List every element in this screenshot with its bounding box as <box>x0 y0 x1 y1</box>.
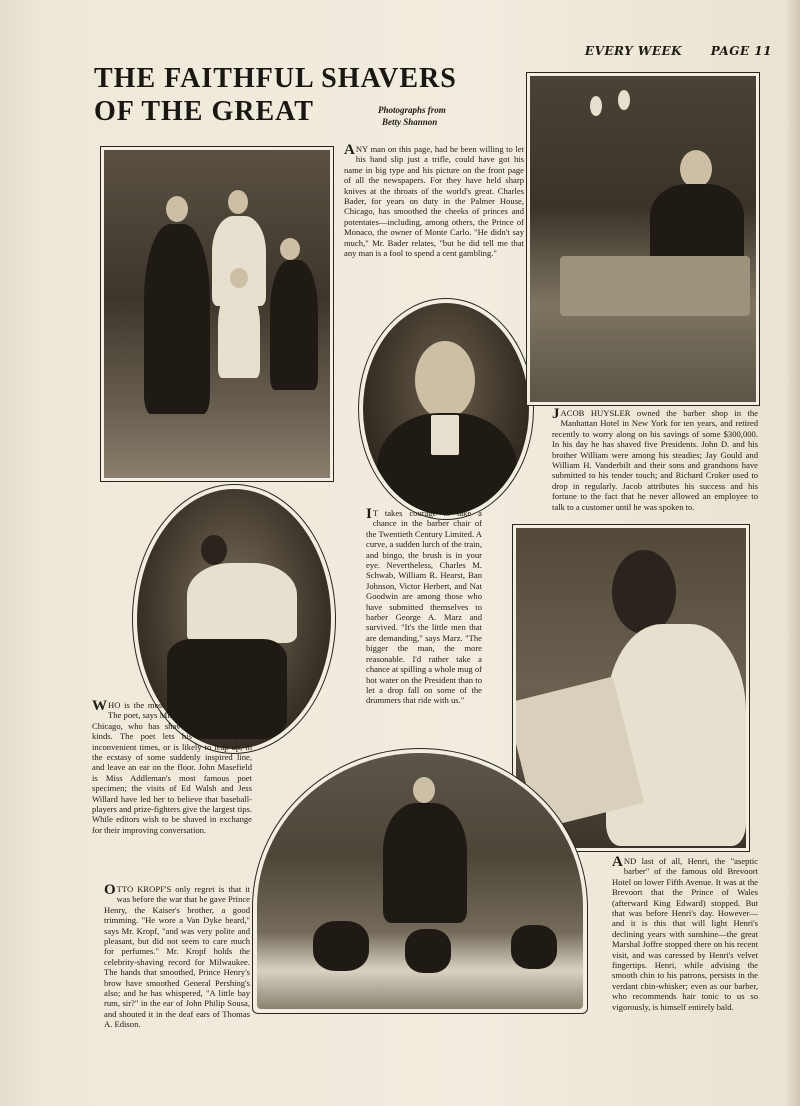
bader-family-photo <box>100 146 334 482</box>
henri-reading-photo <box>512 524 750 852</box>
drop-cap: O <box>104 882 116 898</box>
kropf-paragraph <box>104 884 250 1030</box>
drop-cap: I <box>366 506 372 522</box>
photo-image <box>516 528 746 848</box>
drop-cap: J <box>552 406 560 422</box>
bader-paragraph <box>344 144 524 258</box>
paragraph-text: T takes courage to take a chance in the barber chair of the Twentieth Century Limited. A curve, a sudden lurch of the train, and bingo, the brush is in your eye. Nevertheless, Charles M. Schwab, William R. Hearst, Ban Johnson, Victor Herbert, and Nat Goodwin are among those who have submitted themselves to barber George A. Marz and survived. "It's the little men that are demanding," says Marz. "The bigger the man, the more reasonable. I'd rather take a chance at spilling a whole mug of hot water on the President than to let a drop fall on some of the drummers that ride with us." <box>366 508 482 706</box>
huysler-paragraph <box>552 408 758 512</box>
photo-credit <box>378 104 446 128</box>
paragraph-text: ACOB HUYSLER owned the barber shop in the Manhattan Hotel in New York for ten years, and retired recently to worry along on his savings of some $300,000. In his day he has shaved five Presidents. John D. and his brother William were among his steadies; Jay Gould and William H. Vanderbilt and their sons and grandsons have submitted to his tender touch; and Richard Croker used to drop in regularly. Jacob attributes his success and his fortune to the fact that he never allowed an employee to talk to a customer until he was spoken to. <box>552 408 758 512</box>
addleman-paragraph <box>92 700 252 835</box>
photo-image <box>530 76 756 402</box>
drop-cap: W <box>92 698 107 714</box>
photo-image <box>257 753 583 1009</box>
publication-name: EVERY WEEK <box>584 44 683 58</box>
henri-paragraph <box>612 856 758 1012</box>
paragraph-text: TTO KROPF'S only regret is that it was before the war that he gave Prince Henry, the Kaiser's brother, a good trimming. "He wore a Van Dyke beard," says Mr. Kropf, "and was very polite and pleasant, but did not seem to care much for perfumes." Mr. Kropf holds the celebrity-shaving record for Milwaukee. The hands that smoothed, Prince Henry's brow have smoothed General Pershing's also; and he has whispered, "A little bay rum, sir?" in the ear of John Philip Sousa, and shouted it in the deaf ears of Thomas A. Edison. <box>104 884 250 1030</box>
paragraph-text: NY man on this page, had he been willing to let his hand slip just a trifle, could have got his name in big type and his picture on the front page of all the newspapers. For they have held sharp knives at the throats of the world's great. Charles Bader, for years on duty in the Palmer House, Chicago, has smoothed the cheeks of princes and potentates—including, among others, the Prince of Monaco, the owner of Monte Carlo. "He didn't say much," Mr. Bader relates, "but he did tell me that any man is a fool to spend a cent gambling." <box>344 144 524 259</box>
page-header <box>585 44 772 58</box>
title-line-1: THE FAITHFUL SHAVERS <box>94 63 457 94</box>
paragraph-text: HO is the most difficult man to shave? The poet, says Miss Frances Addleman of Chicago, who has shaved and hair-cut all kinds. The poet lets his head drop at inconvenient times, or is likely to leap up, in the ecstasy of some suddenly inspired line, and leave an ear on the floor. John Masefield is Miss Addleman's most famous poet specimen; the visits of Ed Walsh and Jess Willard have led her to believe that baseball-players and prize-fighters give the largest tips. While editors wish to be shaved in exchange for their improving conversation. <box>92 700 252 835</box>
marz-portrait-oval <box>358 298 534 520</box>
photo-image <box>363 303 529 515</box>
credit-line-1: Photographs from <box>378 105 446 115</box>
photo-image <box>104 150 330 478</box>
credit-line-2: Betty Shannon <box>382 117 438 127</box>
page-number: PAGE 11 <box>710 44 772 58</box>
huysler-counter-photo <box>526 72 760 406</box>
drop-cap: A <box>344 142 355 158</box>
marz-paragraph <box>366 508 482 706</box>
title-line-2: OF THE GREAT <box>94 96 314 127</box>
drop-cap: A <box>612 854 623 870</box>
paragraph-text: ND last of all, Henri, the "aseptic barber" of the famous old Brevoort Hotel on lower Fifth Avenue. It was at the Brevoort that the Prince of Wales (afterward King Edward) stopped. But that was before Henri's day. However—and it is this that will light Henri's declining years with sunshine—the great Marshal Joffre stopped there on his recent visit, and was caressed by Henri's velvet fingertips. Henri, while advising the smooth chin to his patrons, persists in the verdant chin-whisker; even as our barber, who recommends hair tonic to us so vigorously, is himself entirely bald. <box>612 856 758 1012</box>
